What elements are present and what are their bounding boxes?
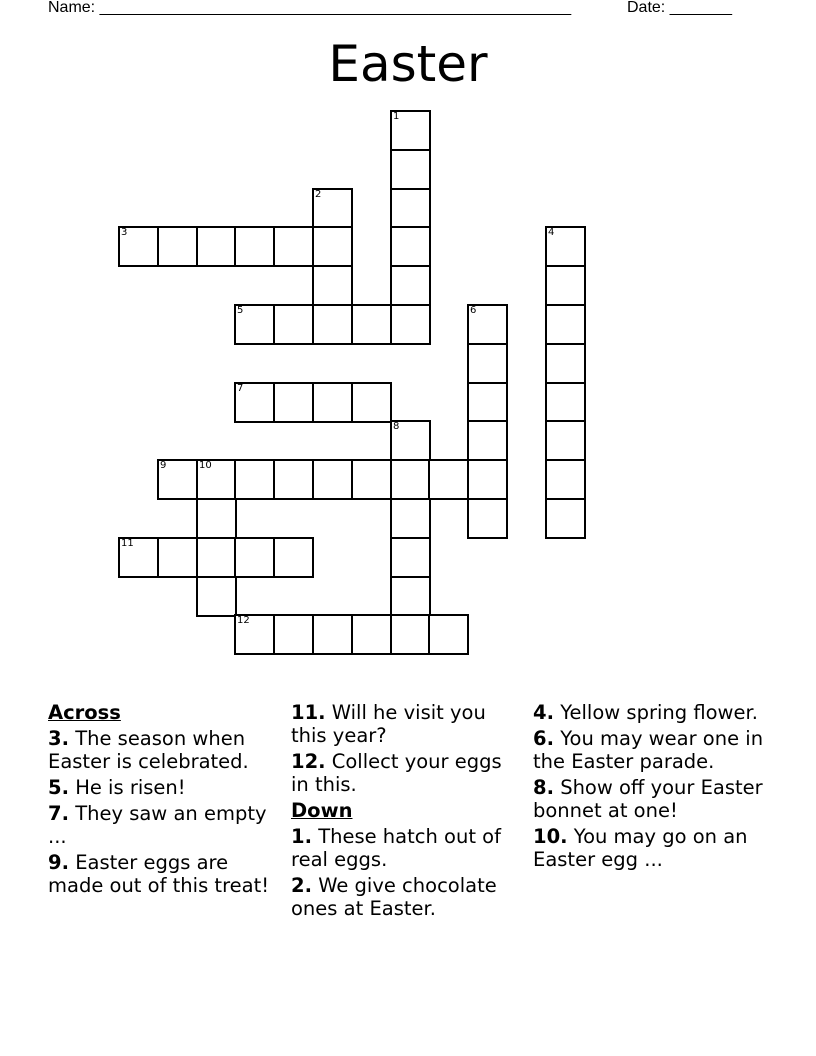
grid-cell[interactable]	[273, 537, 314, 578]
grid-cell[interactable]	[196, 576, 237, 617]
puzzle-title: Easter	[328, 35, 488, 93]
clue-number: 1.	[291, 825, 312, 848]
clue-text: Easter eggs are made out of this treat!	[48, 851, 270, 897]
cell-number: 4	[548, 227, 555, 238]
clue-across-7	[48, 802, 280, 848]
clues-column-2	[291, 701, 523, 920]
clues-column-1	[48, 701, 280, 897]
clue-down-10	[533, 825, 765, 871]
grid-cell[interactable]	[234, 459, 275, 500]
cell-number: 6	[470, 305, 477, 316]
grid-cell[interactable]	[273, 459, 314, 500]
clue-number: 11.	[291, 701, 326, 724]
clue-across-3	[48, 727, 280, 773]
cell-number: 7	[237, 383, 244, 394]
clue-text: Show off your Easter bonnet at one!	[533, 776, 763, 822]
grid-cell[interactable]	[545, 265, 586, 306]
grid-cell[interactable]	[351, 382, 392, 423]
clue-across-11	[291, 701, 523, 747]
grid-cell[interactable]	[351, 304, 392, 345]
grid-cell[interactable]	[118, 226, 159, 267]
down-heading: Down	[291, 799, 353, 822]
clue-number: 10.	[533, 825, 568, 848]
date-label: Date:	[627, 0, 666, 16]
grid-cell[interactable]	[234, 304, 275, 345]
clues-column-3	[533, 701, 765, 871]
clue-number: 9.	[48, 851, 69, 874]
cell-number: 8	[393, 421, 400, 432]
clue-across-12	[291, 750, 523, 796]
grid-cell[interactable]	[351, 614, 392, 655]
grid-cell[interactable]	[545, 304, 586, 345]
clue-number: 8.	[533, 776, 554, 799]
grid-cell[interactable]	[390, 498, 431, 539]
grid-cell[interactable]	[545, 459, 586, 500]
clue-down-2	[291, 874, 523, 920]
cell-number: 3	[121, 227, 128, 238]
grid-cell[interactable]	[196, 226, 237, 267]
cell-number: 9	[160, 460, 167, 471]
grid-cell[interactable]	[467, 498, 508, 539]
grid-cell[interactable]	[196, 537, 237, 578]
name-label: Name:	[48, 0, 96, 16]
grid-cell[interactable]	[390, 188, 431, 229]
grid-cell[interactable]	[390, 226, 431, 267]
grid-cell[interactable]	[312, 614, 353, 655]
clue-number: 2.	[291, 874, 312, 897]
clue-text: Yellow spring flower.	[560, 701, 758, 724]
clue-text: You may go on an Easter egg ...	[533, 825, 748, 871]
clue-down-6	[533, 727, 765, 773]
cell-number: 2	[315, 189, 322, 200]
grid-cell[interactable]	[390, 420, 431, 461]
grid-cell[interactable]	[118, 537, 159, 578]
grid-cell[interactable]	[157, 226, 198, 267]
grid-cell[interactable]	[545, 382, 586, 423]
grid-cell[interactable]	[390, 265, 431, 306]
cell-number: 12	[237, 615, 250, 626]
grid-cell[interactable]	[390, 537, 431, 578]
clue-text: You may wear one in the Easter parade.	[533, 727, 764, 773]
grid-cell[interactable]	[312, 188, 353, 229]
grid-cell[interactable]	[545, 226, 586, 267]
grid-cell[interactable]	[234, 226, 275, 267]
clue-across-5	[48, 776, 280, 799]
grid-cell[interactable]	[312, 226, 353, 267]
cell-number: 1	[393, 111, 400, 122]
clue-text: We give chocolate ones at Easter.	[291, 874, 497, 920]
grid-cell[interactable]	[467, 343, 508, 384]
date-line: _______	[669, 0, 732, 16]
clue-text: Will he visit you this year?	[291, 701, 486, 747]
cell-number: 5	[237, 305, 244, 316]
grid-cell[interactable]	[157, 459, 198, 500]
clue-text: He is risen!	[75, 776, 186, 799]
clue-number: 5.	[48, 776, 69, 799]
grid-cell[interactable]	[390, 304, 431, 345]
grid-cell[interactable]	[273, 226, 314, 267]
grid-cell[interactable]	[312, 304, 353, 345]
cell-number: 10	[199, 460, 212, 471]
grid-cell[interactable]	[467, 304, 508, 345]
grid-cell[interactable]	[234, 614, 275, 655]
grid-cell[interactable]	[351, 459, 392, 500]
cell-number: 11	[121, 538, 134, 549]
grid-cell[interactable]	[196, 459, 237, 500]
grid-cell[interactable]	[428, 614, 469, 655]
grid-cell[interactable]	[390, 110, 431, 151]
grid-cell[interactable]	[234, 382, 275, 423]
clue-across-9	[48, 851, 280, 897]
clue-number: 7.	[48, 802, 69, 825]
grid-cell[interactable]	[312, 382, 353, 423]
clue-down-8	[533, 776, 765, 822]
clue-number: 12.	[291, 750, 326, 773]
grid-cell[interactable]	[273, 382, 314, 423]
grid-cell[interactable]	[467, 459, 508, 500]
grid-cell[interactable]	[390, 149, 431, 190]
grid-cell[interactable]	[545, 498, 586, 539]
grid-cell[interactable]	[390, 459, 431, 500]
name-line: _____________________________________________________	[99, 0, 572, 16]
grid-cell[interactable]	[545, 343, 586, 384]
clue-text: They saw an empty ...	[48, 802, 267, 848]
grid-cell[interactable]	[545, 420, 586, 461]
clue-number: 3.	[48, 727, 69, 750]
grid-cell[interactable]	[196, 498, 237, 539]
grid-cell[interactable]	[467, 420, 508, 461]
clue-down-4	[533, 701, 765, 724]
clue-text: The season when Easter is celebrated.	[48, 727, 249, 773]
grid-cell[interactable]	[157, 537, 198, 578]
grid-cell[interactable]	[273, 614, 314, 655]
grid-cell[interactable]	[467, 382, 508, 423]
clue-text: These hatch out of real eggs.	[291, 825, 501, 871]
grid-cell[interactable]	[390, 576, 431, 617]
grid-cell[interactable]	[273, 304, 314, 345]
clue-number: 4.	[533, 701, 554, 724]
grid-cell[interactable]	[312, 265, 353, 306]
clue-text: Collect your eggs in this.	[291, 750, 502, 796]
grid-cell[interactable]	[428, 459, 469, 500]
across-heading: Across	[48, 701, 121, 724]
grid-cell[interactable]	[312, 459, 353, 500]
clue-down-1	[291, 825, 523, 871]
clue-number: 6.	[533, 727, 554, 750]
grid-cell[interactable]	[390, 614, 431, 655]
grid-cell[interactable]	[234, 537, 275, 578]
